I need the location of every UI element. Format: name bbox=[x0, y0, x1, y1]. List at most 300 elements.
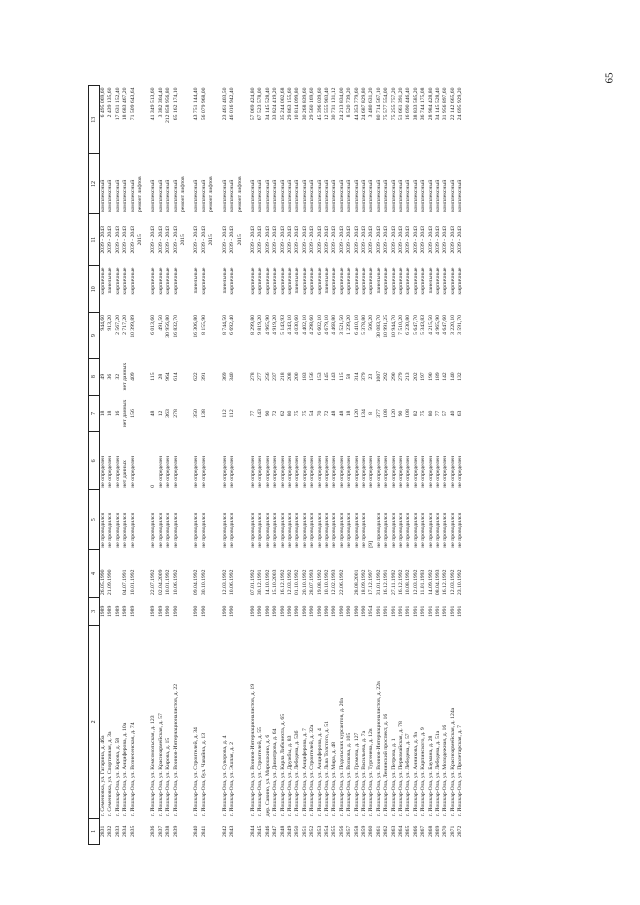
table-cell: 1990 bbox=[257, 605, 264, 618]
table-cell: комплексный bbox=[157, 179, 164, 212]
table-cell: 2039 - 2043 bbox=[338, 226, 345, 254]
table-cell: 8 155,90 bbox=[200, 314, 207, 335]
table-cell: комплексный bbox=[286, 179, 293, 212]
table-cell: 43 751 144,40 bbox=[193, 87, 200, 121]
table-cell: 2039 - 2043 bbox=[412, 226, 419, 254]
table-row bbox=[222, 86, 229, 845]
table-cell: не определен bbox=[398, 455, 405, 488]
table-cell: 67 523 578,00 bbox=[257, 87, 264, 121]
table-cell: 90 bbox=[398, 410, 405, 417]
table-cell: кирпичные bbox=[114, 267, 121, 295]
table-cell: г. Йошкар-Ола, ул. Кирова, д. 15 bbox=[165, 737, 172, 817]
table-cell: г. Йошкар-Ола, ул. Льва Толстого, д. 51 bbox=[323, 721, 330, 817]
table-cell: комплексный bbox=[294, 179, 301, 212]
table-cell: г. Йошкар-Ола, ул. Красноармейская, д. 124а bbox=[449, 707, 456, 817]
table-cell: г. Йошкар-Ола, ул. Баумана, д. 28 bbox=[427, 735, 434, 817]
table-cell: не определен bbox=[272, 455, 279, 488]
table-cell: комплексный bbox=[165, 179, 172, 212]
table-cell: кирпичные bbox=[390, 267, 397, 295]
note-cell bbox=[180, 313, 187, 358]
note-cell bbox=[137, 818, 144, 844]
table-cell: 3 591,70 bbox=[457, 314, 464, 335]
table-cell: 36 bbox=[107, 373, 114, 380]
note-cell bbox=[180, 266, 187, 313]
table-cell: не проводился bbox=[398, 512, 405, 548]
table-cell: кирпичные bbox=[405, 267, 412, 295]
table-cell: 10.10.1992 bbox=[323, 569, 330, 596]
table-cell: 2039 - 2043 bbox=[294, 226, 301, 254]
table-cell: 80 714 567,10 bbox=[375, 87, 382, 121]
note-cell bbox=[208, 490, 215, 550]
table-cell: г. Йошкар-Ола, ул. Анциферова, д. 7 bbox=[301, 728, 308, 817]
note-cell bbox=[237, 818, 244, 844]
table-row bbox=[339, 86, 346, 845]
table-cell: 2857 bbox=[346, 825, 353, 838]
table-cell: 5 343,83 bbox=[420, 314, 427, 335]
table-cell: 190 bbox=[427, 372, 434, 381]
table-cell: 1990 bbox=[172, 605, 179, 618]
table-cell: кирпичные bbox=[435, 267, 442, 295]
table-cell: 212 858 956,80 bbox=[165, 87, 172, 124]
note-cell: ремонт лифтов bbox=[208, 176, 215, 212]
table-cell: 1989 bbox=[150, 605, 157, 618]
table-cell: 3 220,10 bbox=[449, 314, 456, 335]
table-cell: 08.04.1993 bbox=[435, 569, 442, 596]
table-cell: не проводился bbox=[405, 512, 412, 548]
table-cell: 71 509 643,64 bbox=[129, 87, 136, 121]
table-cell: 72 bbox=[272, 410, 279, 417]
table-cell: нет данных bbox=[122, 362, 129, 391]
table-cell: 6 602,10 bbox=[316, 314, 323, 335]
table-cell: не определен bbox=[172, 455, 179, 488]
note-row bbox=[237, 86, 244, 845]
table-cell: 23 461 403,50 bbox=[221, 87, 228, 121]
table-cell: комплексный bbox=[107, 179, 114, 212]
table-cell: не определен bbox=[221, 455, 228, 488]
table-row bbox=[150, 86, 157, 845]
table-cell: не определен bbox=[301, 455, 308, 488]
table-row bbox=[361, 86, 368, 845]
table-cell: 56 079 968,00 bbox=[200, 87, 207, 121]
table-cell: 2039 - 2043 bbox=[165, 226, 172, 254]
table-cell: 4 919,20 bbox=[272, 314, 279, 335]
column-number-cell: 5 bbox=[89, 490, 100, 550]
table-cell: г. Йошкар-Ола, ул. Красноармейская, д. 57 bbox=[157, 713, 164, 817]
table-cell: г. Йошкар-Ола, Ленинский проспект, д. 16 bbox=[383, 713, 390, 817]
table-cell: комплексный bbox=[249, 179, 256, 212]
table-cell: 2039 - 2043 bbox=[157, 226, 164, 254]
table-cell: 1989 bbox=[129, 605, 136, 618]
table-cell: комплексный bbox=[361, 179, 367, 212]
table-row bbox=[130, 86, 137, 845]
table-row bbox=[442, 86, 449, 845]
table-cell: 75 255 757,20 bbox=[390, 87, 397, 121]
table-cell: 58 bbox=[346, 373, 353, 380]
table-cell: не определен bbox=[165, 455, 172, 488]
table-cell: 09.04.1992 bbox=[193, 569, 200, 596]
table-cell: 2834 bbox=[122, 825, 129, 838]
table-cell: комплексный bbox=[221, 179, 228, 212]
table-cell: кирпичные bbox=[249, 267, 256, 295]
table-row bbox=[376, 86, 383, 845]
table-cell: 1990 bbox=[286, 605, 293, 618]
table-cell: 44 353 779,60 bbox=[353, 87, 360, 121]
table-cell: не проводился bbox=[114, 512, 121, 548]
table-cell: 16 690 446,40 bbox=[405, 87, 412, 121]
note-cell bbox=[208, 86, 215, 154]
table-cell: 2039 - 2043 bbox=[427, 226, 434, 254]
table-cell: 2870 bbox=[442, 825, 449, 838]
table-cell: не проводился bbox=[279, 512, 286, 548]
table-cell: г. Йошкар-Ола, ул. Молодежная, д. 16 bbox=[442, 724, 449, 817]
note-cell: 2015 bbox=[137, 234, 144, 246]
table-cell: 2039 - 2043 bbox=[316, 226, 323, 254]
table-row bbox=[331, 86, 338, 845]
table-cell: не определен bbox=[361, 455, 367, 488]
table-cell: 22 142 665,60 bbox=[449, 87, 456, 121]
table-cell: комплексный bbox=[150, 179, 157, 212]
table-cell: не проводился bbox=[301, 512, 308, 548]
note-cell bbox=[237, 86, 244, 154]
table-cell: 1991 bbox=[390, 605, 397, 618]
table-cell: 80 bbox=[427, 410, 434, 417]
table-cell: 2867 bbox=[420, 825, 427, 838]
table-cell: 2862 bbox=[383, 825, 390, 838]
table-cell: 1990 bbox=[316, 605, 323, 618]
table-cell: 2846 bbox=[264, 825, 271, 838]
table-cell: 6 230,80 bbox=[405, 314, 412, 335]
table-cell: 30.10.1992 bbox=[200, 569, 207, 596]
table-cell: 1990 bbox=[361, 605, 367, 618]
table-cell: г. Йошкар-Ола, ул. Комсомольская, д. 123 bbox=[150, 715, 157, 817]
table-cell: 31 956 897,60 bbox=[442, 87, 449, 121]
table-cell: 8 744,50 bbox=[221, 314, 228, 335]
table-cell: 156 bbox=[309, 372, 316, 381]
table-cell: 2 439 135,60 bbox=[107, 87, 114, 118]
table-cell: кирпичные bbox=[316, 267, 323, 295]
table-cell: г. Йошкар-Ола, ул. Тургенева, д. 12в bbox=[368, 728, 375, 817]
table-cell: г. Йошкар-Ола, бул. Чавайна, д. 13 bbox=[200, 732, 207, 817]
table-cell: 9 819,20 bbox=[257, 314, 264, 335]
table-cell: панельные bbox=[323, 267, 330, 294]
table-cell: 944,60 bbox=[100, 314, 106, 331]
table-cell: комплексный bbox=[420, 179, 427, 212]
table-cell: 4 965,90 bbox=[264, 314, 271, 335]
table-cell: 2847 bbox=[272, 825, 279, 838]
table-cell: 2861 bbox=[375, 825, 382, 838]
table-cell: не проводился bbox=[221, 512, 228, 548]
table-cell: 115 bbox=[338, 372, 345, 381]
table-row bbox=[457, 86, 464, 845]
table-cell: 21.09.1990 bbox=[107, 569, 114, 596]
table-cell: 65 162 174,10 bbox=[172, 87, 179, 121]
note-cell: ремонт лифтов bbox=[236, 176, 243, 212]
table-cell: не проводился bbox=[457, 512, 464, 548]
table-cell: кирпичные bbox=[420, 267, 427, 295]
table-cell: не проводился bbox=[157, 512, 164, 548]
table-cell: панельные bbox=[107, 267, 114, 294]
table-cell: комплексный bbox=[323, 179, 330, 212]
table-cell: 1991 bbox=[420, 605, 427, 618]
table-cell: 6 495 069,60 bbox=[100, 87, 106, 118]
column-number-header-row bbox=[89, 86, 100, 845]
table-cell: не проводился bbox=[361, 512, 367, 548]
note-cell: 2015 bbox=[180, 234, 187, 246]
table-cell: 2039 - 2043 bbox=[323, 226, 330, 254]
table-cell: не определен bbox=[257, 455, 264, 488]
table-cell: 10 991,25 bbox=[383, 314, 390, 338]
table-cell: нет данных bbox=[122, 460, 129, 488]
table-cell: 6 692,40 bbox=[229, 314, 236, 335]
table-cell: 2831 bbox=[100, 825, 106, 838]
table-cell: 2039 - 2043 bbox=[249, 226, 256, 254]
table-cell: 2039 - 2043 bbox=[257, 226, 264, 254]
table-cell: 363 bbox=[165, 409, 172, 418]
note-cell bbox=[237, 432, 244, 490]
table-cell: 31.01.1992 bbox=[375, 569, 382, 596]
table-cell: кирпичные bbox=[122, 267, 129, 295]
table-cell: 2854 bbox=[323, 825, 330, 838]
table-cell: 2866 bbox=[412, 825, 419, 838]
table-cell: 2039 - 2043 bbox=[264, 226, 271, 254]
note-cell bbox=[208, 432, 215, 490]
note-cell bbox=[180, 550, 187, 597]
table-cell: 16 306,80 bbox=[193, 314, 200, 338]
table-cell: г. Йошкар-Ола, ул. Вознесенская, д. 74 bbox=[129, 722, 136, 817]
table-row bbox=[354, 86, 361, 845]
note-cell bbox=[208, 395, 215, 432]
table-cell: 1991 bbox=[442, 605, 449, 618]
table-cell: г. Йошкар-Ола, ул. Воинов-Интернационалистов, д. 22в bbox=[375, 681, 382, 817]
table-cell: 30 083,70 bbox=[375, 314, 382, 338]
note-cell bbox=[237, 395, 244, 432]
table-cell: не определен bbox=[157, 455, 164, 488]
table-cell: не проводился bbox=[338, 512, 345, 548]
table-cell: 279 bbox=[398, 372, 405, 381]
table-cell: 7 510,20 bbox=[398, 314, 405, 335]
table-cell: 200 bbox=[294, 372, 301, 381]
table-cell: 1989 bbox=[114, 605, 121, 618]
table-cell: 40 bbox=[449, 410, 456, 417]
table-cell: 2856 bbox=[338, 825, 345, 838]
table-cell: 02.04.2009 bbox=[157, 569, 164, 596]
page-number: 65 bbox=[603, 72, 616, 84]
column-number-cell: 3 bbox=[89, 597, 100, 625]
table-cell: 4 030,60 bbox=[294, 314, 301, 335]
table-cell: не проводился bbox=[331, 512, 338, 548]
table-cell: кирпичные bbox=[200, 267, 207, 295]
table-cell: 1991 bbox=[412, 605, 419, 618]
note-cell bbox=[137, 626, 144, 819]
table-cell: комплексный bbox=[100, 179, 106, 212]
table-cell: не проводился bbox=[420, 512, 427, 548]
table-row bbox=[287, 86, 294, 845]
table-cell: 18 bbox=[107, 410, 114, 417]
table-cell: кирпичные bbox=[286, 267, 293, 295]
table-cell: 4 679,10 bbox=[323, 314, 330, 335]
table-cell: кирпичные bbox=[229, 267, 236, 295]
note-cell bbox=[180, 358, 187, 395]
table-cell: 2039 - 2043 bbox=[346, 226, 353, 254]
table-cell: 1989 bbox=[100, 605, 106, 618]
table-row bbox=[229, 86, 236, 845]
table-cell: 2852 bbox=[309, 825, 316, 838]
table-cell: комплексный bbox=[264, 179, 271, 212]
table-cell: кирпичные bbox=[100, 267, 106, 295]
table-cell: 23 bbox=[368, 373, 375, 380]
table-cell: г. Йошкар-Ола, ул. Строителей, д. 32а bbox=[309, 724, 316, 817]
table-cell: г. Йошкар-Ола, ул. Суворова, д. 4 bbox=[221, 735, 228, 817]
table-cell: 391 bbox=[200, 372, 207, 381]
table-cell: 26.05.1990 bbox=[100, 569, 106, 596]
table-cell: г. Йошкар-Ола, ул. Анникова, д. 9а bbox=[412, 732, 419, 817]
table-cell: не проводился bbox=[383, 512, 390, 548]
table-cell: не определен bbox=[286, 455, 293, 488]
table-cell: не определен bbox=[353, 455, 360, 488]
table-cell: 2871 bbox=[449, 825, 456, 838]
table-cell: 33 824 419,20 bbox=[272, 87, 279, 121]
table-cell: 28.08.2001 bbox=[353, 569, 360, 596]
table-cell: 2039 - 2043 bbox=[229, 226, 236, 254]
table-cell: 2039 - 2043 bbox=[193, 226, 200, 254]
table-cell: кирпичные bbox=[301, 267, 308, 295]
table-row bbox=[391, 86, 398, 845]
table-cell: 208 bbox=[286, 372, 293, 381]
table-cell: 22.07.1992 bbox=[150, 569, 157, 596]
table-cell: 197 bbox=[420, 372, 427, 381]
table-cell: не определен bbox=[449, 455, 456, 488]
table-cell: г. Йошкар-Ола, ул. Подольских курсантов, д. 20а bbox=[338, 698, 345, 817]
table-cell: не проводился bbox=[435, 512, 442, 548]
table-cell: 70 bbox=[316, 410, 323, 417]
note-cell bbox=[180, 490, 187, 550]
table-cell: 30 731 131,12 bbox=[331, 87, 338, 121]
table-row bbox=[122, 86, 129, 845]
note-cell bbox=[137, 358, 144, 395]
table-cell: 20.10.1992 bbox=[301, 569, 308, 596]
table-cell: г. Йошкар-Ола, ул. Первомайская, д. 78 bbox=[398, 721, 405, 817]
table-cell: 2841 bbox=[200, 825, 207, 838]
note-cell bbox=[180, 86, 187, 154]
table-cell: 16.12.1992 bbox=[398, 569, 405, 596]
table-cell: не определен bbox=[331, 455, 338, 488]
rotated-table-container bbox=[88, 85, 568, 845]
note-cell bbox=[237, 490, 244, 550]
table-cell: 46 016 942,40 bbox=[229, 87, 236, 121]
table-cell: 72 bbox=[323, 410, 330, 417]
table-cell: комплексный bbox=[301, 179, 308, 212]
table-cell: 48 bbox=[338, 410, 345, 417]
table-cell: не определен bbox=[323, 455, 330, 488]
table-cell: г. Йошкар-Ола, ул. Мира, д. 48 bbox=[331, 742, 338, 817]
table-cell: не определен bbox=[375, 455, 382, 488]
table-cell: 29 560 169,60 bbox=[309, 87, 316, 121]
table-cell: 213 bbox=[405, 372, 412, 381]
note-cell bbox=[208, 358, 215, 395]
note-cell bbox=[180, 432, 187, 490]
note-cell bbox=[137, 550, 144, 597]
table-cell: 2039 - 2043 bbox=[331, 226, 338, 254]
table-cell: г. Йошкар-Ола, ул. Анциферова, д. 10а bbox=[122, 722, 129, 817]
table-cell: не проводился bbox=[323, 512, 330, 548]
table-cell: 2 567,20 bbox=[114, 314, 121, 335]
table-cell: не определен bbox=[114, 455, 121, 488]
table-row bbox=[100, 86, 108, 845]
table-cell: кирпичные bbox=[338, 267, 345, 295]
table-row bbox=[173, 86, 180, 845]
table-cell: 2039 - 2043 bbox=[435, 226, 442, 254]
table-cell: 2863 bbox=[390, 825, 397, 838]
table-cell: 48 bbox=[150, 410, 157, 417]
table-cell: 340 bbox=[229, 372, 236, 381]
table-cell: 2039 - 2043 bbox=[279, 226, 286, 254]
table-cell: 16.12.1992 bbox=[279, 569, 286, 596]
table-cell: кирпичные bbox=[279, 267, 286, 295]
table-cell: не определен bbox=[249, 455, 256, 488]
table-cell: не проводился bbox=[229, 512, 236, 548]
table-cell: не проводился bbox=[122, 512, 129, 548]
table-cell: 2039 - 2043 bbox=[301, 226, 308, 254]
table-cell: 2039 - 2043 bbox=[398, 226, 405, 254]
table-cell: 24 213 834,00 bbox=[338, 87, 345, 121]
table-cell: не проводился bbox=[165, 512, 172, 548]
table-cell: 19.08.1992 bbox=[316, 569, 323, 596]
table-cell: 132 bbox=[457, 372, 464, 381]
note-cell: 2015 bbox=[208, 234, 215, 246]
column-number-cell: 10 bbox=[89, 266, 100, 313]
table-cell: 15.10.2003 bbox=[272, 569, 279, 596]
table-cell: кирпичные bbox=[157, 267, 164, 295]
table-row bbox=[272, 86, 279, 845]
table-cell: г. Йошкар-Ола, ул. Строителей, д. 34 bbox=[193, 727, 200, 817]
table-cell: 1990 bbox=[353, 605, 360, 618]
table-cell: 75 bbox=[294, 410, 301, 417]
table-cell: не определен bbox=[346, 455, 353, 488]
table-cell: г. Йошкар-Ола, ул. Громова, д. 127 bbox=[353, 732, 360, 817]
table-row bbox=[398, 86, 405, 845]
table-cell: 27.11.1992 bbox=[390, 569, 397, 596]
table-cell: 140 bbox=[449, 372, 456, 381]
table-cell: 1990 bbox=[249, 605, 256, 618]
table-cell: не определен bbox=[294, 455, 301, 488]
table-cell: комплексный bbox=[309, 179, 316, 212]
table-cell: 10 399,89 bbox=[129, 314, 136, 338]
table-cell: 1990 bbox=[323, 605, 330, 618]
table-cell: 5 143,93 bbox=[279, 314, 286, 335]
table-cell: 63 bbox=[457, 410, 464, 417]
table-cell: не проводился bbox=[150, 512, 157, 548]
table-cell: 12.03.1992 bbox=[286, 569, 293, 596]
table-cell: г. Семеновка, ул. Спортивная, д. 3а bbox=[107, 731, 114, 817]
table-cell: комплексный bbox=[122, 179, 129, 212]
table-cell: не проводился bbox=[286, 512, 293, 548]
table-cell: г. Йошкар-Ола, ул. Волкова, д. 105 bbox=[346, 732, 353, 817]
table-cell: 2039 - 2043 bbox=[361, 226, 367, 254]
table-cell: 12.03.1992 bbox=[449, 569, 456, 596]
table-cell bbox=[346, 550, 353, 597]
table-cell: 108 bbox=[405, 409, 412, 418]
table-cell: 2039 - 2043 bbox=[100, 226, 106, 254]
table-row bbox=[309, 86, 316, 845]
table-cell: не определен bbox=[427, 455, 434, 488]
table-cell: 1991 bbox=[427, 605, 434, 618]
table-cell: комплексный bbox=[390, 179, 397, 212]
table-cell: 16.12.1992 bbox=[442, 569, 449, 596]
table-cell: 2845 bbox=[257, 825, 264, 838]
table-cell: не определен bbox=[129, 455, 136, 488]
table-cell: 54 bbox=[309, 410, 316, 417]
table-cell: не проводился bbox=[129, 512, 136, 548]
